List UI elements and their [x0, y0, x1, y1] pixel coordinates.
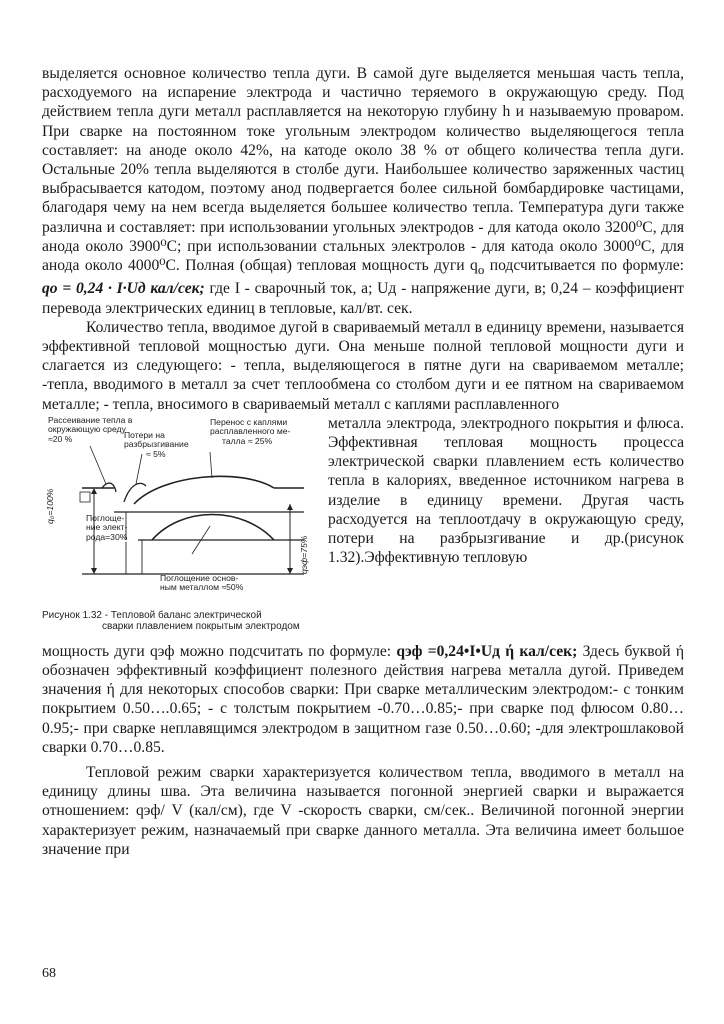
label-spatter: Потери на разбрызгивание ≈ 5% [124, 429, 189, 459]
label-electrode-absorption: Поглоще- ние элект- рода=30% [86, 512, 128, 542]
side-text: металла электрода, электродного покрытия и флюса. Эффективная тепловая мощность процесса электрической сварки плавлением есть количество тепла в калориях, введенное источником нагрева в изделие в единицу времени. Другая часть расходуется на теплоотдачу в окружающую среду, потери на разбрызгивание и др.(рисунок 1.32).Эффективную тепловую [328, 414, 684, 567]
figure-caption: Рисунок 1.32 - Тепловой баланс электрической сварки плавлением покрытым электродом [42, 609, 300, 633]
label-base-metal: Поглощение основ- ным металлом ≈50% [160, 572, 244, 593]
formula-qef: qэф =0,24•I•Uд ή кал/сек; [396, 642, 578, 660]
label-drops: Перенос с каплями расплавленного ме- талла ≈ 25% [210, 416, 291, 446]
formula-q0: qо = 0,24 · I·Uд кал/сек; [42, 280, 205, 298]
subscript: о [477, 262, 485, 278]
figure-block [42, 414, 684, 642]
paragraph-2: Количество тепла, вводимое дугой в свариваемый металл в единицу времени, называется эффективной тепловой мощностью дуги. Она меньше полной тепловой мощности дуги и слагается из следующего: - тепла, выделяющегося в пятне дуги на свариваемом металле; -тепла, вводимого в металл за счет теплообмена со столбом дуги и ее пятном на свариваемом металле; - тепла, вносимого в свариваемый металл с каплями расплавленного [42, 318, 684, 413]
label-q0: q₀=100% [45, 488, 55, 524]
paragraph-4: Тепловой режим сварки характеризуется количеством тепла, вводимого в металл на единицу длины шва. Эта величина называется погонной энергией сварки и выражается отношением: qэф/ V (кал/см), где V -скорость сварки, см/сек.. Величиной погонной энергии характеризует режим, назначаемый при сварке данного металла. Эта величина имеет большое значение при [42, 763, 684, 858]
heat-balance-figure [42, 414, 320, 636]
page-body [42, 64, 684, 859]
label-qef: qэф=75% [299, 535, 309, 574]
label-scatter: Рассеивание тепла в окружающую среду ≈20 % [48, 414, 133, 444]
page-number: 68 [42, 966, 56, 981]
paragraph-3: мощность дуги qэф можно подсчитать по формуле: qэф =0,24•I•Uд ή кал/сек; Здесь буквой ή обозначен эффективный коэффициент полезного действия нагрева металла дугой. Приведем значения ή для некоторых способов сварки: При сварке металлическим электродом:- с тонким покрытием 0.50….0.65; - с толстым покрытием -0.70…0.85;- при сварке под флюсом 0.80…0.95;- при сварке неплавящимся электродом в защитном газе 0.50…0.60; -для электрошлаковой сварки 0.70…0.85. [42, 642, 684, 756]
paragraph-1: выделяется основное количество тепла дуги. В самой дуге выделяется меньшая часть тепла, расходуемого на испарение электрода и частично теряемого в окружающую среду. Под действием тепла дуги металл расплавляется на некоторую глубину h и называемую проваром. При сварке на постоянном токе угольным электродом количество выделяющегося тепла составляет: на аноде около 42%, на катоде около 38 % от общего количества тепла дуги. Остальные 20% тепла выделяются в столбе дуги. Наибольшее количество заряженных частиц выбрасывается катодом, поэтому анод подвергается более сильной бомбардировке частицами, благодаря чему на нем всегда выделяется большее количество тепла. Температура дуги также различна и составляет: при использовании угольных электродов - для катода около 3200⁰С, для анода около 3900⁰С; при использовании стальных электролов - для катода около 3000⁰С, для анода около 4000⁰С. Полная (общая) тепловая мощность дуги $q_о$ подсчитывается по формуле: qо = 0,24 · I·Uд кал/сек; где I - сварочный ток, а; Uд - напряжение дуги, в; 0,24 – коэффициент перевода электрических единиц в тепловые, кал/вт. сек. [42, 65, 684, 317]
